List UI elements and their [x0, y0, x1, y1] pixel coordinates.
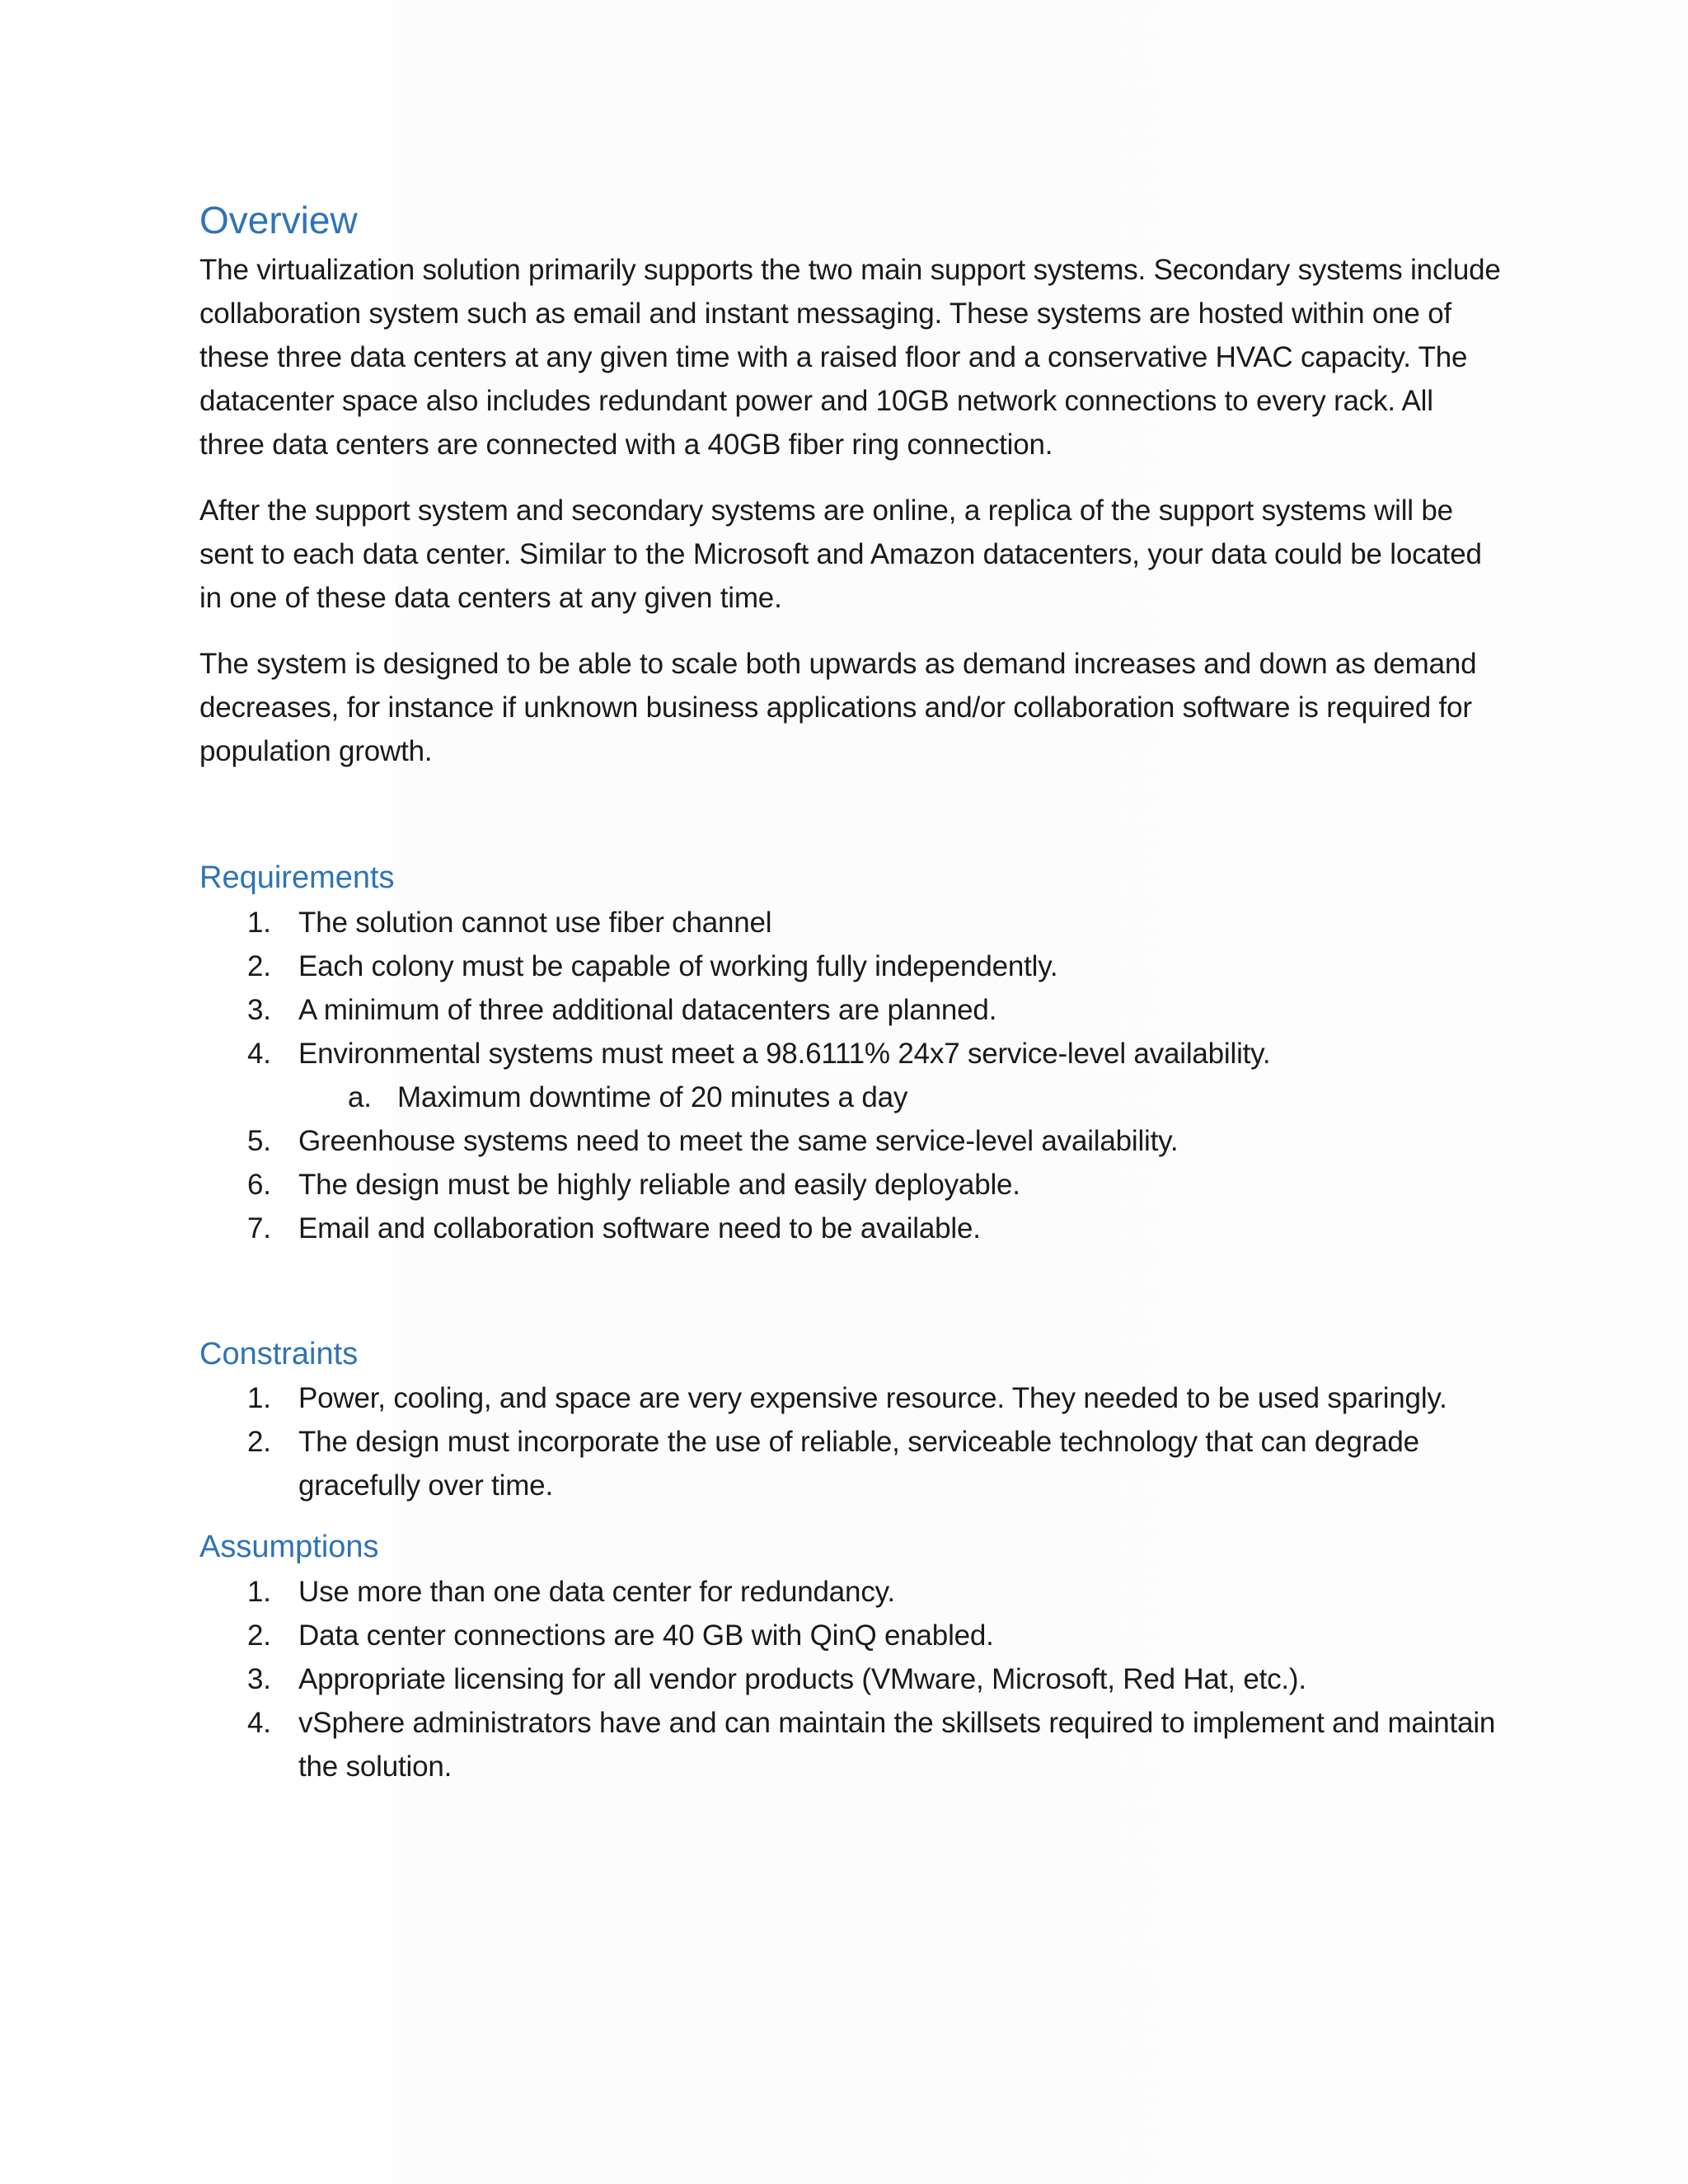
- list-number: 2.: [247, 1619, 271, 1652]
- document-content: [199, 198, 1502, 1788]
- requirements-list: [199, 901, 1502, 1076]
- spacer: [199, 1250, 1502, 1336]
- list-item: [199, 901, 1502, 944]
- spacer: [199, 1507, 1502, 1529]
- sub-list-letter: a.: [348, 1080, 372, 1113]
- list-item: [199, 1207, 1502, 1250]
- list-item-text: The solution cannot use fiber channel: [298, 906, 772, 939]
- overview-paragraph: The virtualization solution primarily supports the two main support systems. Secondary systems include collaboration system such as email and instant messaging. These systems are hosted within one of these three data centers at any given time with a raised floor and a conservative HVAC capacity. The datacenter space also includes redundant power and 10GB network connections to every rack. All three data centers are connected with a 40GB fiber ring connection.: [199, 254, 1501, 462]
- list-item: [199, 1701, 1502, 1788]
- list-number: 1.: [247, 1382, 271, 1415]
- list-item: [199, 1420, 1502, 1507]
- list-number: 3.: [247, 993, 271, 1026]
- list-number: 4.: [247, 1037, 271, 1070]
- constraints-list: [199, 1376, 1502, 1507]
- list-item: [199, 988, 1502, 1032]
- list-item: [199, 1119, 1502, 1163]
- list-item-text: vSphere administrators have and can maintain the skillsets required to implement and maintain the solution.: [298, 1706, 1496, 1783]
- list-number: 2.: [247, 1426, 271, 1459]
- list-item: [199, 1657, 1502, 1701]
- list-item-text: Greenhouse systems need to meet the same service-level availability.: [298, 1124, 1179, 1157]
- sub-list-item-text: Maximum downtime of 20 minutes a day: [397, 1080, 908, 1113]
- list-item: [199, 1614, 1502, 1657]
- list-item-text: The design must incorporate the use of reliable, serviceable technology that can degrade gracefully over time.: [298, 1426, 1419, 1502]
- list-item-text: Appropriate licensing for all vendor products (VMware, Microsoft, Red Hat, etc.).: [298, 1662, 1306, 1695]
- list-number: 3.: [247, 1662, 271, 1695]
- assumptions-section: [199, 1529, 1502, 1788]
- sub-list-item: [199, 1076, 1502, 1119]
- list-number: 4.: [247, 1706, 271, 1739]
- requirements-sublist: [199, 1076, 1502, 1119]
- overview-paragraph: After the support system and secondary systems are online, a replica of the support systems will be sent to each data center. Similar to the Microsoft and Amazon datacenters, your data could be located in one of these data centers at any given time.: [199, 494, 1482, 615]
- constraints-section: [199, 1336, 1502, 1508]
- overview-heading: Overview: [199, 199, 358, 241]
- list-number: 7.: [247, 1212, 271, 1244]
- constraints-heading: Constraints: [199, 1336, 359, 1371]
- list-number: 5.: [247, 1124, 271, 1157]
- list-number: 1.: [247, 906, 271, 939]
- list-item-text: Email and collaboration software need to be available.: [298, 1212, 981, 1244]
- list-item: [199, 1570, 1502, 1614]
- list-item: [199, 944, 1502, 988]
- spacer: [199, 795, 1502, 860]
- assumptions-heading: Assumptions: [199, 1530, 379, 1565]
- requirements-section: [199, 860, 1502, 1250]
- list-item-text: Data center connections are 40 GB with QinQ enabled.: [298, 1619, 994, 1652]
- list-item-text: Each colony must be capable of working fully independently.: [298, 949, 1058, 982]
- list-item-text: Environmental systems must meet a 98.6111% 24x7 service-level availability.: [298, 1037, 1271, 1070]
- requirements-list-continued: [199, 1119, 1502, 1250]
- assumptions-list: [199, 1570, 1502, 1788]
- overview-paragraph: The system is designed to be able to scale both upwards as demand increases and down as demand decreases, for instance if unknown business applications and/or collaboration software is required for population growth.: [199, 648, 1477, 768]
- requirements-heading: Requirements: [199, 860, 395, 896]
- list-item: [199, 1032, 1502, 1076]
- list-item-text: The design must be highly reliable and easily deployable.: [298, 1168, 1020, 1201]
- list-item-text: Power, cooling, and space are very expensive resource. They needed to be used sparingly.: [298, 1382, 1447, 1415]
- list-item-text: Use more than one data center for redundancy.: [298, 1575, 895, 1608]
- list-item: [199, 1163, 1502, 1207]
- list-item: [199, 1376, 1502, 1420]
- list-item-text: A minimum of three additional datacenters are planned.: [298, 993, 997, 1026]
- list-number: 2.: [247, 949, 271, 982]
- list-number: 6.: [247, 1168, 271, 1201]
- list-number: 1.: [247, 1575, 271, 1608]
- overview-section: [199, 198, 1502, 773]
